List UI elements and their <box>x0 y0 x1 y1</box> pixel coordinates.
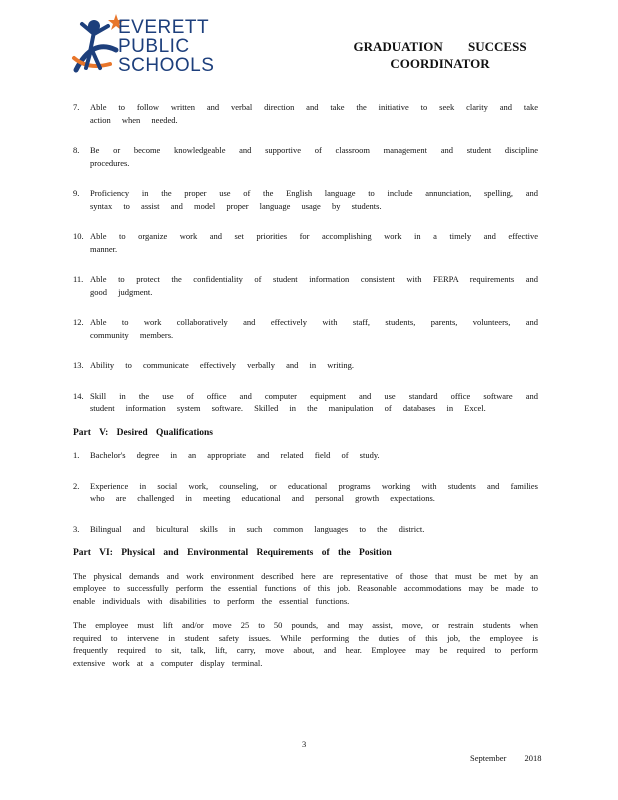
item-text: Experience in social work, counseling, or educational programs working with students and families who are challenged in meeting educational and personal growth expectations. <box>90 480 538 503</box>
required-item <box>73 316 538 341</box>
employee-requirements-paragraph: The employee must lift and/or move 25 to 50 pounds, and may assist, move, or restrain students when required to intervene in student safety issues. While performing the duties of this job, the employee is frequently required to sit, talk, lift, carry, move about, and hear. Employee may be required to perform extensive work at a computer display terminal. <box>73 620 538 668</box>
item-number: 9. <box>73 188 80 198</box>
section-heading-physical-requirements: Part VI: Physical and Environmental Requirements of the Position <box>73 548 392 558</box>
required-item <box>73 390 538 415</box>
item-text: Bachelor's degree in an appropriate and related field of study. <box>90 450 380 460</box>
everett-public-schools-logo <box>70 12 250 80</box>
item-text: Proficiency in the proper use of the English language to include annunciation, spelling, and syntax to assist and model proper language usage by students. <box>90 188 538 211</box>
required-item <box>73 144 538 169</box>
required-item <box>73 101 538 126</box>
desired-item <box>73 449 538 462</box>
physical-demands-paragraph: The physical demands and work environment described here are representative of those that must be met by an employee to successfully perform the essential functions of this job. Reasonable accommodations may be made to enable individuals with disabilities to perform the essential functions. <box>73 570 538 606</box>
item-text: Able to protect the confidentiality of student information consistent with FERPA requirements and good judgment. <box>90 274 538 297</box>
logo-wordmark <box>118 18 214 75</box>
item-number: 2. <box>73 480 80 491</box>
item-number: 11. <box>73 274 84 284</box>
footer-date: September 2018 <box>470 753 542 763</box>
title-line-2: COORDINATOR <box>390 56 490 71</box>
section-heading-desired-qualifications: Part V: Desired Qualifications <box>73 427 214 438</box>
item-text: Ability to communicate effectively verbally and in writing. <box>90 360 354 370</box>
item-number: 14. <box>73 390 84 401</box>
item-number: 3. <box>73 523 80 534</box>
item-text: Be or become knowledgeable and supportive of classroom management and student discipline procedures. <box>90 145 538 168</box>
required-item <box>73 273 538 298</box>
item-text: Able to organize work and set priorities for accomplishing work in a timely and effective manner. <box>90 231 538 254</box>
item-number: 8. <box>73 145 80 155</box>
item-number: 1. <box>73 450 80 460</box>
item-text: Able to follow written and verbal direction and take the initiative to seek clarity and take action when needed. <box>90 102 538 125</box>
document-body <box>73 101 538 681</box>
item-text: Skill in the use of office and computer equipment and use standard office software and student information system software. Skilled in the manipulation of databases in Excel. <box>90 390 538 413</box>
item-number: 7. <box>73 102 80 112</box>
title-line-1: GRADUATION SUCCESS <box>353 39 527 54</box>
page-number: 3 <box>302 739 307 749</box>
page-title <box>325 38 555 72</box>
item-text: Bilingual and bicultural skills in such common languages to the district. <box>90 523 425 534</box>
desired-item <box>73 480 538 505</box>
item-number: 10. <box>73 231 84 241</box>
logo-line-3: SCHOOLS <box>118 55 215 76</box>
logo-line-1: EVERETT <box>118 17 210 38</box>
desired-item <box>73 523 538 536</box>
item-number: 12. <box>73 317 84 327</box>
required-item <box>73 359 538 372</box>
item-text: Able to work collaboratively and effectively with staff, students, parents, volunteers, and community members. <box>90 317 538 340</box>
required-item <box>73 230 538 255</box>
item-number: 13. <box>73 360 84 370</box>
logo-line-2: PUBLIC <box>118 36 190 57</box>
required-item <box>73 187 538 212</box>
